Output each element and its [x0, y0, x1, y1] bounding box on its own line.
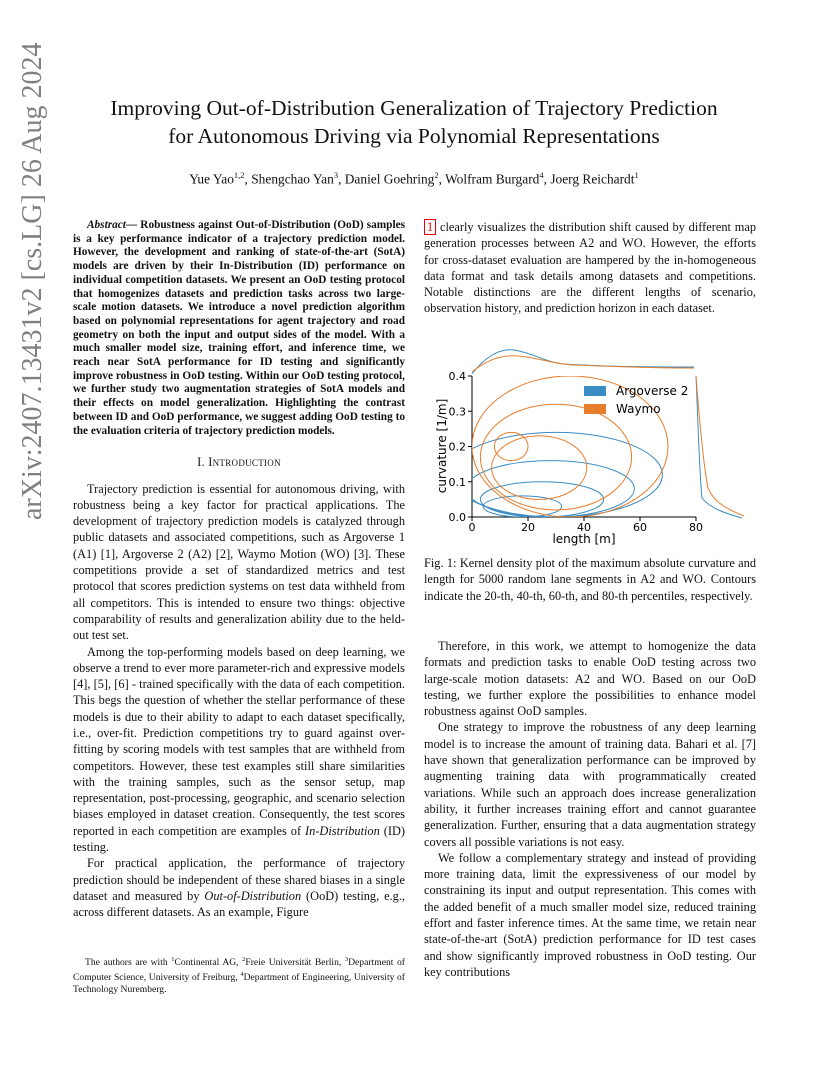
legend-label-argoverse: Argoverse 2 [616, 384, 689, 398]
y-tick-label: 0.3 [448, 405, 466, 419]
contour-waymo-60 [492, 436, 587, 499]
figure-caption: Fig. 1: Kernel density plot of the maximum absolute curvature and length for 5000 random lane segments in A2 and WO. Contours indicate the 20-th, 40-th, 60-th, and 80-th percentiles, respectively. [424, 556, 756, 603]
x-tick-label: 0 [468, 521, 476, 534]
title-line-2: for Autonomous Driving via Polynomial Representations [168, 124, 660, 148]
figure-link[interactable]: 1 [424, 219, 436, 235]
legend-swatch-waymo [584, 404, 606, 414]
author-affiliation: 1 [634, 170, 639, 180]
left-column [73, 219, 405, 921]
author-name: Yue Yao [189, 171, 234, 187]
title-line-1: Improving Out-of-Distribution Generalization of Trajectory Prediction [110, 96, 718, 120]
arxiv-stamp: arXiv:2407.13431v2 [cs.LG] 26 Aug 2024 [17, 42, 48, 520]
chart-legend [584, 384, 688, 416]
abstract [73, 219, 405, 438]
author-affiliation: 1,2 [233, 170, 245, 180]
legend-label-waymo: Waymo [616, 402, 661, 416]
x-tick-label: 80 [689, 521, 703, 534]
contour-waymo-40 [480, 404, 631, 510]
author-affiliation: 2 [434, 170, 439, 180]
body-paragraph-3: We follow a complementary strategy and instead of providing more training data, limit the expressiveness of our model by constraining its input and output representation. This comes with the added benefit of a much smaller model size, reduced training effort and faster inference times. At the same time, we retain near state-of-the-art (SotA) prediction performance for ID test cases and show significantly improved robustness in OoD testing. Our key contributions [424, 850, 756, 979]
y-tick-label: 0.2 [448, 440, 466, 454]
legend-swatch-argoverse [584, 386, 606, 396]
abstract-text: — Robustness against Out-of-Distribution (OoD) samples is a key performance indicator of a trajectory prediction model. However, the development and ranking of state-of-the-art (SotA) models are driven by their In-Distribution (ID) performance on individual competition datasets. We present an OoD testing protocol that homogenizes datasets and prediction tasks across two large-scale motion datasets. We introduce a novel prediction algorithm based on polynomial representations for agent trajectory and road geometry on both the input and output sides of the model. With a much smaller model size, training effort, and inference time, we reach near SotA performance for ID testing and significantly improve robustness in OoD testing. Within our OoD testing protocol, we further study two augmentation strategies of SotA models and their effects on model generalization. Highlighting the contrast between ID and OoD performance, we suggest adding OoD testing to the evaluation criteria of trajectory prediction models. [73, 219, 405, 437]
x-axis-label: length [m] [552, 532, 616, 546]
author-affiliation: 4 [539, 170, 544, 180]
top-marginal-waymo [472, 356, 694, 372]
paper-title [0, 94, 828, 150]
contour-argoverse-2-20 [450, 432, 663, 517]
body-paragraph-1: Therefore, in this work, we attempt to homogenize the data formats and prediction tasks to enable OoD testing across two large-scale motion datasets: A2 and WO. Based on our OoD testing, we further explore the possibilities to enhance model robustness against OoD samples. [424, 639, 756, 719]
x-tick-label: 40 [577, 521, 591, 534]
intro-paragraph-3: For practical application, the performance of trajectory prediction should be independent of these shared biases in a single dataset and measured by Out-of-Distribution (OoD) testing, e.g., across different datasets. As an example, Figure [73, 856, 406, 920]
figure-1-kde-plot [424, 338, 756, 548]
author-name: Joerg Reichardt [550, 171, 635, 187]
y-axis-label: curvature [1/m] [435, 398, 449, 494]
author-name: Daniel Goehring [344, 171, 435, 187]
author-name: Wolfram Burgard [445, 171, 540, 187]
right-marginal-waymo [696, 376, 744, 516]
intro-paragraph-2: Among the top-performing models based on deep learning, we observe a trend to ever more parameter-rich and expressive models [4], [5], [6] - trained specifically with the data of each competition. This begs the question of whether the stellar performance of these models is due to their ability to adapt to each dataset specifically, i.e., over-fit. Prediction competitions try to guard against over-fitting by scoring models with test samples that are withheld from competitors. However, these test examples still share similarities with the training samples, such as the sensor setup, map representation, post-processing, geographic, and scenario selection biases employed in dataset creation. Consequently, the test scores reported in each competition are examples of In-Distribution (ID) testing. [73, 644, 405, 855]
author-name: Shengchao Yan [251, 171, 334, 187]
top-marginal-argoverse [472, 350, 694, 374]
right-column-top [424, 219, 756, 317]
body-paragraph-2: One strategy to improve the robustness of any deep learning model is to increase the amount of training data. Bahari et al. [7] have shown that generalization performance can be improved by augmenting training data with programmatically created variations. While such an approach does increase generalization ability, it further increases training effort and cannot guarantee generalization. Further, ensuring that a data augmentation strategy covers all possible variations is not easy. [424, 720, 756, 849]
x-tick-label: 20 [521, 521, 535, 534]
abstract-label: Abstract [87, 219, 126, 231]
footnote: The authors are with $^1$Continental AG, $^2$Freie Universität Berlin, $^3$Department of Computer Science, University of Freiburg, $^4$Department of Engineering, University of Technology Nuremberg. [73, 956, 405, 995]
y-tick-label: 0.4 [448, 370, 466, 383]
intro-paragraph-1: Trajectory prediction is essential for autonomous driving, with robustness being a key factor for practical applications. The development of trajectory prediction models is catalyzed through public datasets and associated competitions, such as Argoverse 1 (A1) [1], Argoverse 2 (A2) [2], Waymo Motion (WO) [3]. These competitions provide a set of standardized metrics and test protocol that scores prediction systems on test data withheld from all competitors. This is intended to ensure two things: objective comparability of results and generalization ability due to the held-out test set. [73, 481, 405, 643]
figure-reference-paragraph: 1 clearly visualizes the distribution shift caused by different map generation processes between A2 and WO. However, the efforts for cross-dataset evaluation are hampered by the in-homogeneous data format and task details among datasets and competitions. Notable distinctions are the different lengths of scenario, observation history, and prediction horizon in each dataset. [424, 220, 756, 316]
author-affiliation: 3 [333, 170, 339, 180]
y-tick-label: 0.0 [448, 511, 466, 524]
x-tick-label: 60 [633, 521, 647, 534]
right-marginal-argoverse [696, 376, 742, 518]
author-list: Yue Yao$^{1,2}$, Shengchao Yan$^3$, Daniel Goehring$^2$, Wolfram Burgard$^4$, Joerg Reichardt$^1$ [189, 170, 639, 187]
section-heading: I. Introduction [197, 455, 281, 470]
right-column-body [424, 638, 756, 980]
y-tick-label: 0.1 [448, 475, 466, 489]
